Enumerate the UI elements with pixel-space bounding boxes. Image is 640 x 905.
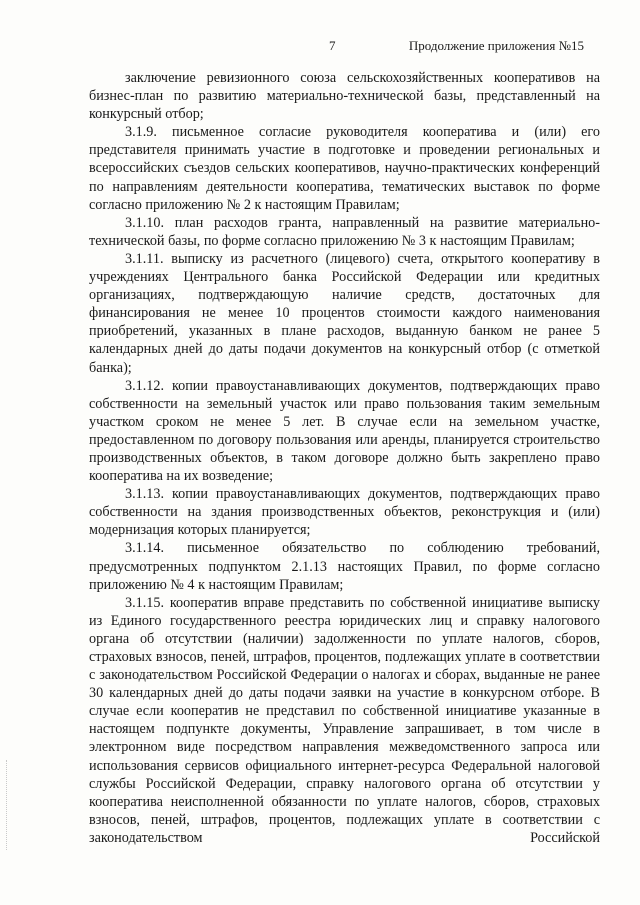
paragraph-3-1-9: 3.1.9. письменное согласие руководителя кооператива и (или) его представителя принимать участие в подготовке и проведении региональных и всероссийских съездов сельских кооперативов, научно-практических конференций по направлениям деятельности кооператива, тематических выставок по форме согласно приложению № 2 к настоящим Правилам; bbox=[89, 124, 600, 213]
running-header bbox=[0, 38, 640, 56]
paragraph-3-1-15: 3.1.15. кооператив вправе представить по собственной инициативе выписку из Единого государственного реестра юридических лиц и справку налогового органа об отсутствии (наличии) задолженности по уплате налогов, сборов, страховых взносов, пеней, штрафов, процентов, подлежащих уплате в соответствии с законодательством Российской Федерации о налогах и сборах, выданные не ранее 30 календарных дней до даты подачи заявки на участие в конкурсном отборе. В случае если кооператив не представил по собственной инициативе указанные в настоящем подпункте документы, Управление запрашивает, в том числе в электронном виде посредством направления межведомственного запроса или использования сервисов официального интернет-ресурса Федеральной налоговой службы Российской Федерации, справку налогового органа об отсутствии у кооператива неисполненной обязанности по уплате налогов, сборов, страховых взносов, пеней, штрафов, процентов, подлежащих уплате в соответствии с законодательством Российской bbox=[89, 594, 600, 846]
paragraph-continuation: заключение ревизионного союза сельскохозяйственных кооперативов на бизнес-план по развитию материально-технической базы, представленный на конкурсный отбор; bbox=[89, 70, 600, 123]
paragraph-3-1-10: 3.1.10. план расходов гранта, направленный на развитие материально-технической базы, по форме согласно приложению № 3 к настоящим Правилам; bbox=[89, 214, 600, 249]
paragraph-3-1-14: 3.1.14. письменное обязательство по соблюдению требований, предусмотренных подпунктом 2.1.13 настоящих Правил, по форме согласно приложению № 4 к настоящим Правилам; bbox=[89, 540, 600, 593]
paragraph-3-1-13: 3.1.13. копии правоустанавливающих документов, подтверждающих право собственности на здания производственных объектов, реконструкция и (или) модернизация которых планируется; bbox=[89, 486, 600, 539]
page-number: 7 bbox=[329, 38, 336, 53]
paragraph-3-1-12: 3.1.12. копии правоустанавливающих документов, подтверждающих право собственности на земельный участок или право пользования таким земельным участком сроком не менее 5 лет. В случае если на земельном участке, предоставленном по договору пользования или аренды, планируется строительство производственных объектов, в таком договоре должно быть закреплено право кооператива на их возведение; bbox=[89, 377, 600, 485]
scan-artifact bbox=[6, 760, 9, 850]
document-body bbox=[89, 69, 600, 847]
appendix-continuation-title: Продолжение приложения №15 bbox=[408, 38, 584, 53]
paragraph-3-1-11: 3.1.11. выписку из расчетного (лицевого) счета, открытого кооперативу в учреждениях Центрального банка Российской Федерации или кредитных организациях, подтверждающую наличие средств, достаточных для финансирования не менее 10 процентов стоимости каждого наименования приобретений, указанных в плане расходов, выданную банком не ранее 5 календарных дней до даты подачи документов на конкурсный отбор (с отметкой банка); bbox=[89, 250, 600, 376]
